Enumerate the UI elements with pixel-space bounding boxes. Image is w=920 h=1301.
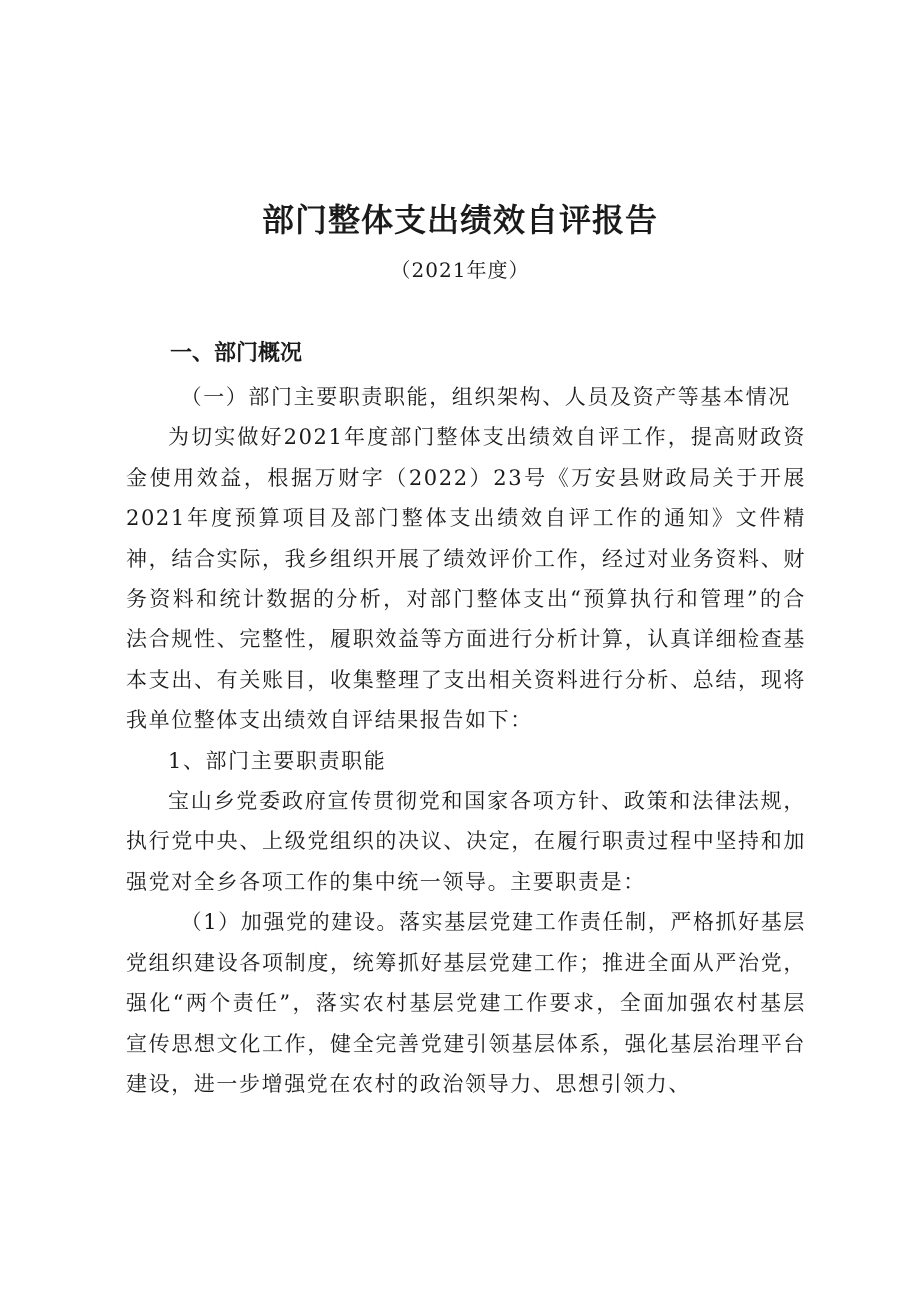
paragraph: 宝山乡党委政府宣传贯彻党和国家各项方针、政策和法律法规，执行党中央、上级党组织的决议、决定，在履行职责过程中坚持和加强党对全乡各项工作的集中统一领导。主要职责是：: [126, 789, 806, 894]
document-subtitle: （2021年度）: [390, 258, 530, 282]
paragraph: （1）加强党的建设。落实基层党建工作责任制，严格抓好基层党组织建设各项制度，统筹抓好基层党建工作；推进全面从严治党，强化“两个责任”，落实农村基层党建工作要求，全面加强农村基层宣传思想文化工作，健全完善党建引领基层体系，强化基层治理平台建设，进一步增强党在农村的政治领导力、思想引领力、: [126, 910, 806, 1096]
paragraph-subheading: （一）部门主要职责职能，组织架构、人员及资产等基本情况: [180, 385, 791, 409]
document-body: [126, 377, 806, 1104]
paragraph-subheading: 1、部门主要职责职能: [168, 748, 387, 773]
section-heading: 一、部门概况: [170, 341, 303, 366]
document-title: 部门整体支出绩效自评报告: [261, 201, 658, 239]
paragraph: 为切实做好2021年度部门整体支出绩效自评工作，提高财政资金使用效益，根据万财字（2022）23号《万安县财政局关于开展2021年度预算项目及部门整体支出绩效自评工作的通知》文件精神，结合实际，我乡组织开展了绩效评价工作，经过对业务资料、财务资料和统计数据的分析，对部门整体支出“预算执行和管理”的合法合规性、完整性，履职效益等方面进行分析计算，认真详细检查基本支出、有关账目，收集整理了支出相关资料进行分析、总结，现将我单位整体支出绩效自评结果报告如下：: [126, 425, 807, 733]
